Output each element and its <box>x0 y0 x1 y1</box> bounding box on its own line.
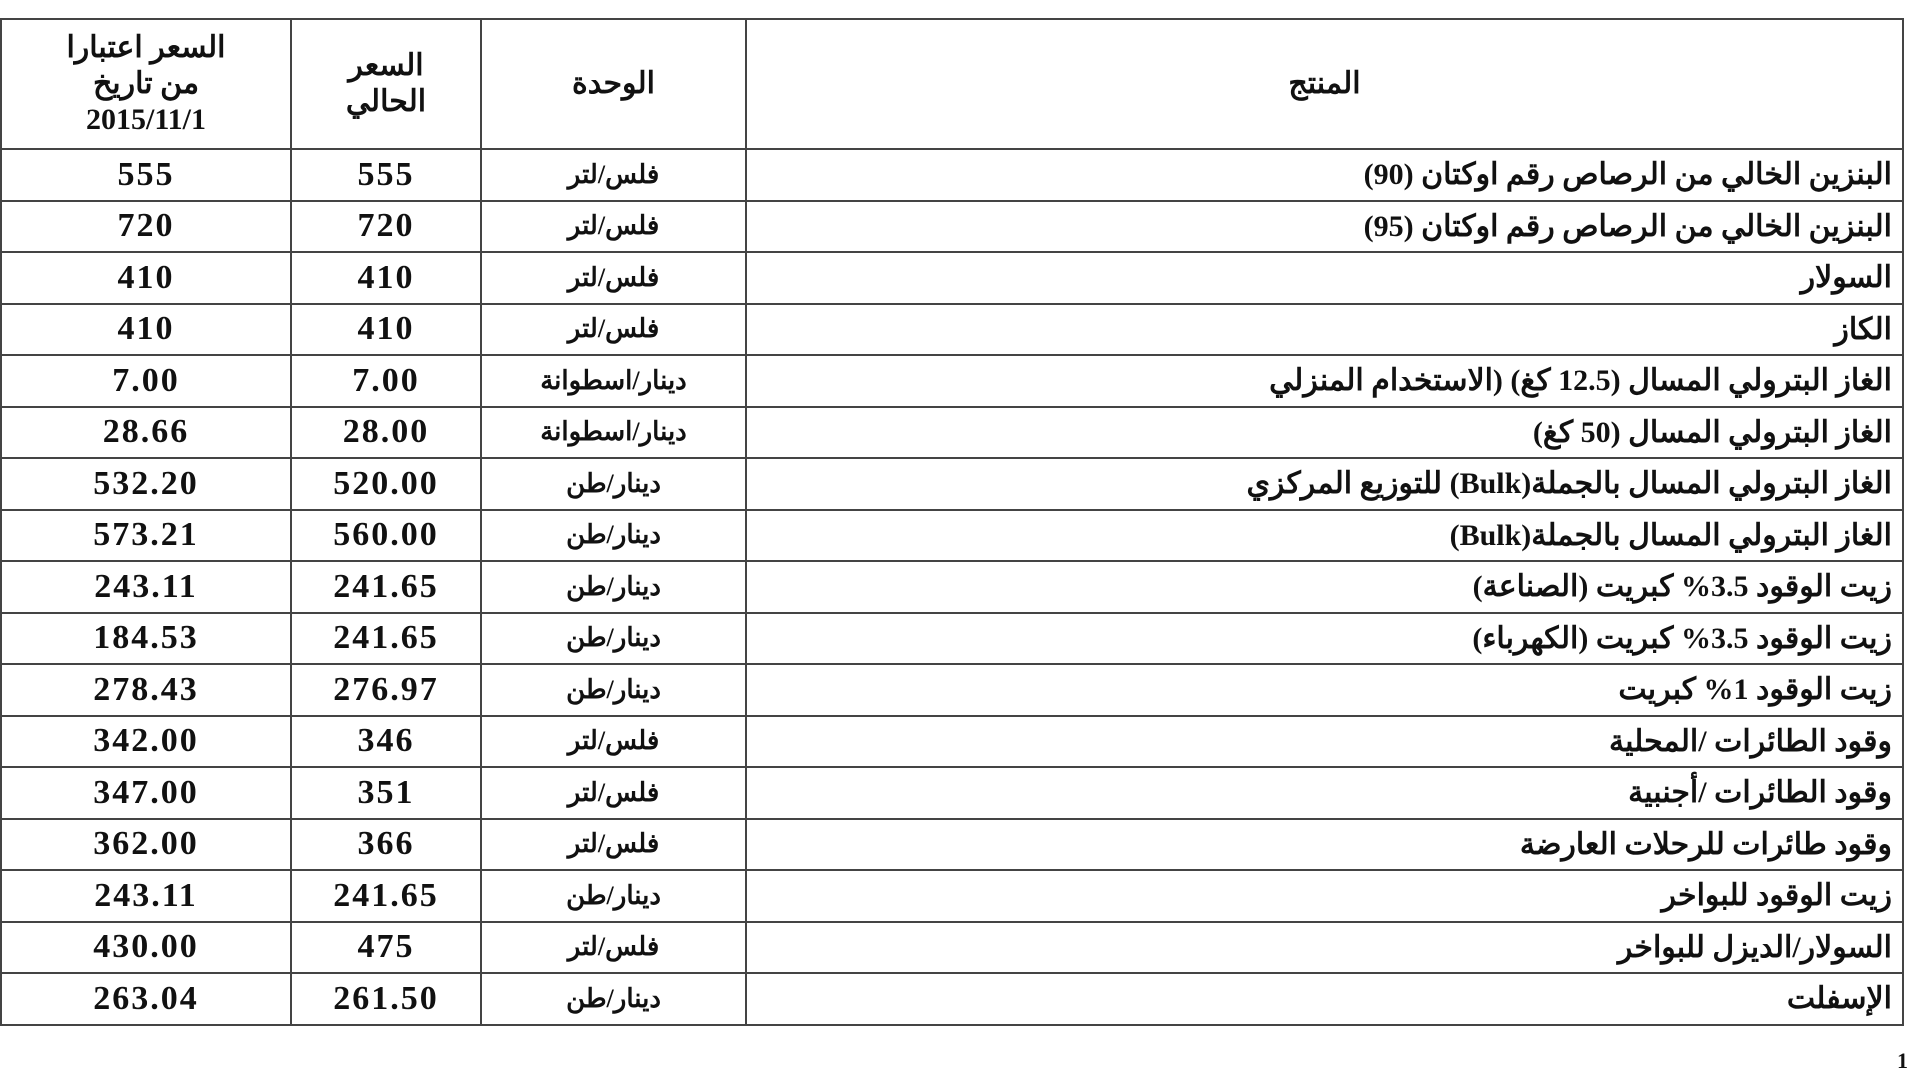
previous-price-cell: 243.11 <box>1 870 291 922</box>
product-name-cell: زيت الوقود للبواخر <box>746 870 1903 922</box>
previous-price-cell: 184.53 <box>1 613 291 665</box>
unit-cell: فلس/لتر <box>481 252 746 304</box>
product-name-cell: الغاز البترولي المسال (50 كغ) <box>746 407 1903 459</box>
unit-cell: فلس/لتر <box>481 716 746 768</box>
previous-price-cell: 555 <box>1 149 291 201</box>
product-name-cell: زيت الوقود 3.5% كبريت (الكهرباء) <box>746 613 1903 665</box>
product-name-cell: الغاز البترولي المسال بالجملة(Bulk) <box>746 510 1903 562</box>
table-row <box>1 870 1903 922</box>
table-row <box>1 304 1903 356</box>
table-row <box>1 922 1903 974</box>
product-name-cell: الكاز <box>746 304 1903 356</box>
product-name-cell: وقود طائرات للرحلات العارضة <box>746 819 1903 871</box>
previous-price-cell: 720 <box>1 201 291 253</box>
unit-cell: دينار/اسطوانة <box>481 355 746 407</box>
table-row <box>1 716 1903 768</box>
current-price-cell: 560.00 <box>291 510 481 562</box>
product-name-cell: السولار <box>746 252 1903 304</box>
table-header-row <box>1 19 1903 149</box>
table-row <box>1 407 1903 459</box>
table-row <box>1 664 1903 716</box>
previous-price-cell: 573.21 <box>1 510 291 562</box>
header-unit: الوحدة <box>481 19 746 149</box>
previous-price-cell: 532.20 <box>1 458 291 510</box>
header-previous-price <box>1 19 291 149</box>
unit-cell: فلس/لتر <box>481 767 746 819</box>
table-row <box>1 561 1903 613</box>
table-row <box>1 252 1903 304</box>
current-price-cell: 520.00 <box>291 458 481 510</box>
unit-cell: دينار/طن <box>481 973 746 1025</box>
header-current-price-line: الحالي <box>345 85 427 118</box>
current-price-cell: 276.97 <box>291 664 481 716</box>
previous-price-cell: 410 <box>1 304 291 356</box>
current-price-cell: 720 <box>291 201 481 253</box>
header-previous-price-date: 2015/11/1 <box>85 103 206 136</box>
unit-cell: فلس/لتر <box>481 304 746 356</box>
previous-price-cell: 430.00 <box>1 922 291 974</box>
previous-price-cell: 347.00 <box>1 767 291 819</box>
table-row <box>1 767 1903 819</box>
table-row <box>1 973 1903 1025</box>
unit-cell: دينار/طن <box>481 458 746 510</box>
previous-price-cell: 263.04 <box>1 973 291 1025</box>
current-price-cell: 410 <box>291 304 481 356</box>
product-name-cell: الغاز البترولي المسال بالجملة(Bulk) للتوزيع المركزي <box>746 458 1903 510</box>
current-price-cell: 261.50 <box>291 973 481 1025</box>
unit-cell: دينار/اسطوانة <box>481 407 746 459</box>
table-body <box>1 149 1903 1025</box>
current-price-cell: 28.00 <box>291 407 481 459</box>
unit-cell: دينار/طن <box>481 870 746 922</box>
current-price-cell: 351 <box>291 767 481 819</box>
unit-cell: فلس/لتر <box>481 149 746 201</box>
unit-cell: فلس/لتر <box>481 922 746 974</box>
product-name-cell: زيت الوقود 3.5% كبريت (الصناعة) <box>746 561 1903 613</box>
previous-price-cell: 278.43 <box>1 664 291 716</box>
product-name-cell: السولار/الديزل للبواخر <box>746 922 1903 974</box>
unit-cell: دينار/طن <box>481 613 746 665</box>
current-price-cell: 475 <box>291 922 481 974</box>
product-name-cell: البنزين الخالي من الرصاص رقم اوكتان (90) <box>746 149 1903 201</box>
unit-cell: فلس/لتر <box>481 819 746 871</box>
current-price-cell: 366 <box>291 819 481 871</box>
unit-cell: دينار/طن <box>481 561 746 613</box>
current-price-cell: 346 <box>291 716 481 768</box>
table-row <box>1 510 1903 562</box>
current-price-cell: 241.65 <box>291 613 481 665</box>
product-name-cell: وقود الطائرات /المحلية <box>746 716 1903 768</box>
current-price-cell: 7.00 <box>291 355 481 407</box>
product-name-cell: الإسفلت <box>746 973 1903 1025</box>
header-current-price <box>291 19 481 149</box>
previous-price-cell: 28.66 <box>1 407 291 459</box>
previous-price-cell: 342.00 <box>1 716 291 768</box>
table-row <box>1 355 1903 407</box>
current-price-cell: 241.65 <box>291 561 481 613</box>
table-row <box>1 458 1903 510</box>
header-previous-price-line: من تاريخ <box>92 67 200 100</box>
header-current-price-line: السعر <box>348 49 424 82</box>
table-row <box>1 149 1903 201</box>
table-row <box>1 819 1903 871</box>
previous-price-cell: 243.11 <box>1 561 291 613</box>
unit-cell: دينار/طن <box>481 510 746 562</box>
current-price-cell: 410 <box>291 252 481 304</box>
table-row <box>1 201 1903 253</box>
unit-cell: فلس/لتر <box>481 201 746 253</box>
fuel-price-table <box>0 18 1904 1026</box>
unit-cell: دينار/طن <box>481 664 746 716</box>
current-price-cell: 555 <box>291 149 481 201</box>
previous-price-cell: 410 <box>1 252 291 304</box>
current-price-cell: 241.65 <box>291 870 481 922</box>
product-name-cell: زيت الوقود 1% كبريت <box>746 664 1903 716</box>
table-row <box>1 613 1903 665</box>
previous-price-cell: 362.00 <box>1 819 291 871</box>
header-product: المنتج <box>746 19 1903 149</box>
header-previous-price-line: السعر اعتبارا <box>66 31 226 64</box>
product-name-cell: البنزين الخالي من الرصاص رقم اوكتان (95) <box>746 201 1903 253</box>
previous-price-cell: 7.00 <box>1 355 291 407</box>
product-name-cell: وقود الطائرات /أجنبية <box>746 767 1903 819</box>
product-name-cell: الغاز البترولي المسال (12.5 كغ) (الاستخدام المنزلي <box>746 355 1903 407</box>
page-number: 1 <box>1897 1048 1908 1073</box>
